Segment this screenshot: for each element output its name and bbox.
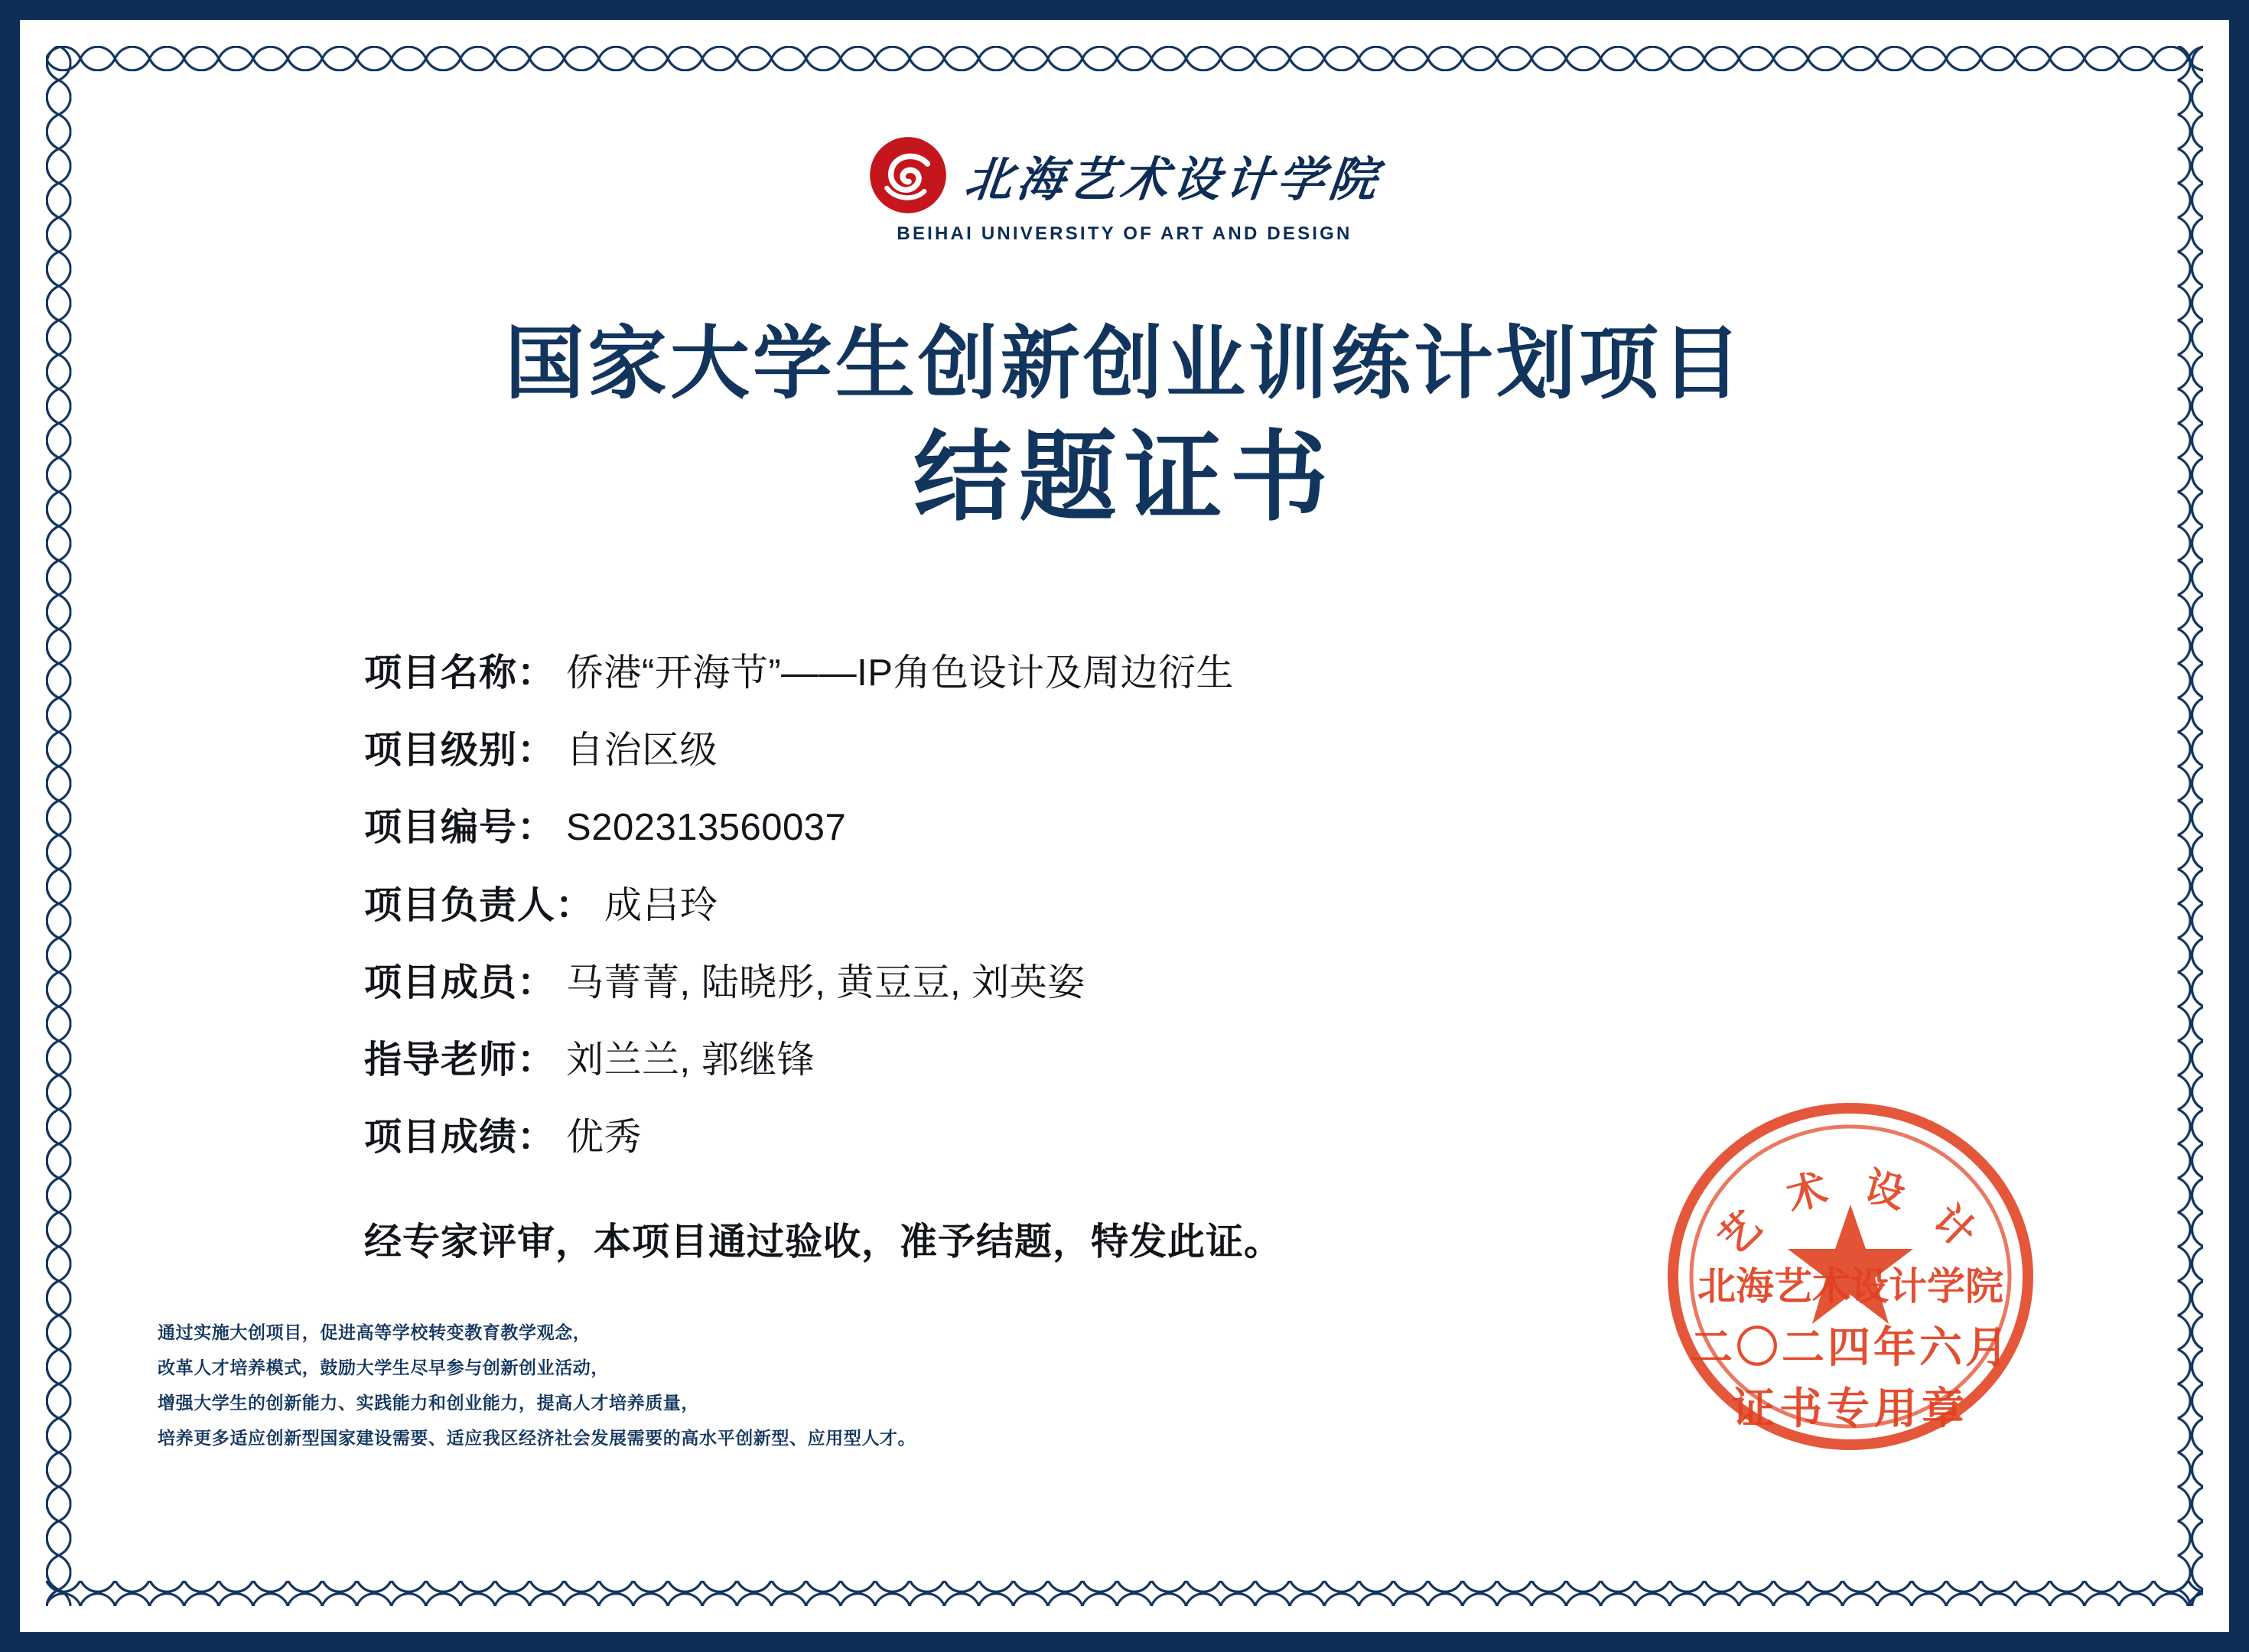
field-label: 项目编号： <box>364 807 556 849</box>
field-project-leader <box>364 883 2137 929</box>
approval-statement: 经专家评审，本项目通过验收，准予结题，特发此证。 <box>364 1221 1283 1263</box>
field-advisors <box>364 1037 2137 1084</box>
institution-name-cn: 北海艺术设计学院 <box>962 151 1385 207</box>
field-value: 成吕玲 <box>604 884 718 926</box>
field-label: 指导老师： <box>364 1039 556 1081</box>
field-value: 自治区级 <box>566 730 718 772</box>
seal-line-1: 北海艺术设计学院 <box>1697 1263 2003 1309</box>
field-value: 刘兰兰, 郭继锋 <box>566 1039 815 1081</box>
field-project-number <box>364 805 2137 851</box>
title-block <box>112 315 2137 535</box>
field-value: 优秀 <box>566 1117 643 1159</box>
field-label: 项目成员： <box>364 961 556 1003</box>
footnote-line: 培养更多适应创新型国家建设需要、适应我区经济社会发展需要的高水平创新型、应用型人才。 <box>158 1428 916 1449</box>
field-label: 项目级别： <box>364 730 556 772</box>
certificate-title-main: 国家大学生创新创业训练计划项目 <box>504 316 1744 410</box>
field-label: 项目负责人： <box>364 884 594 926</box>
field-project-members <box>364 960 2137 1006</box>
wave-spiral-logo-icon <box>867 135 949 216</box>
footnote-line: 改革人才培养模式，鼓励大学生尽早参与创新创业活动， <box>158 1358 609 1378</box>
footnote-line: 增强大学生的创新能力、实践能力和创业能力，提高人才培养质量， <box>158 1393 699 1413</box>
certificate-title-sub: 结题证书 <box>913 419 1336 535</box>
field-value: S202313560037 <box>566 807 847 849</box>
field-value: 马菁菁, 陆晓彤, 黄豆豆, 刘英姿 <box>566 961 1085 1003</box>
seal-line-3: 证书专用章 <box>1732 1384 1969 1434</box>
footnote-block <box>158 1315 916 1456</box>
field-project-name <box>364 650 2137 697</box>
footnote-line: 通过实施大创项目，促进高等学校转变教育教学观念， <box>158 1322 591 1343</box>
institution-logo <box>112 135 2137 245</box>
seal-line-2: 二〇二四年六月 <box>1690 1322 2011 1373</box>
certificate-body <box>112 104 2137 1548</box>
field-label: 项目成绩： <box>364 1117 556 1159</box>
field-value: 侨港“开海节”——IP角色设计及周边衍生 <box>566 652 1234 694</box>
field-label: 项目名称： <box>364 652 556 694</box>
official-seal-stamp <box>1652 1085 2049 1468</box>
seal-arc-text: 艺 术 设 计 <box>1709 1163 1992 1263</box>
institution-name-en: BEIHAI UNIVERSITY OF ART AND DESIGN <box>897 223 1352 244</box>
field-project-level <box>364 727 2137 774</box>
